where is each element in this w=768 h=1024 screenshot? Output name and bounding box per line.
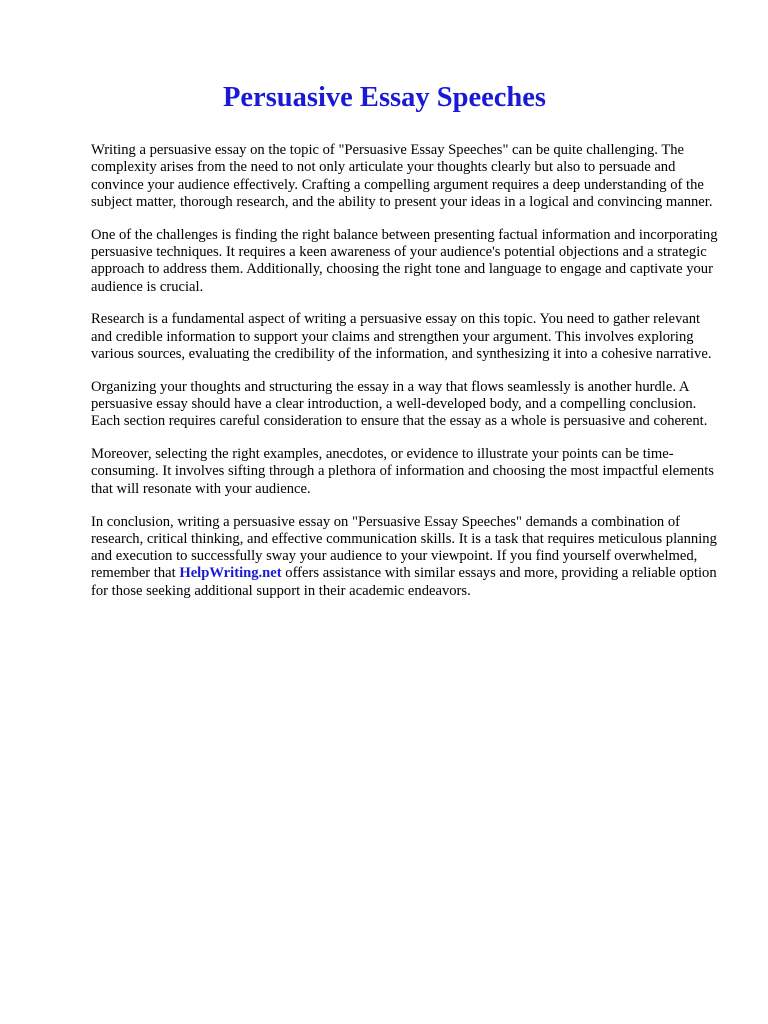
page-title: Persuasive Essay Speeches xyxy=(223,82,546,113)
paragraph-conclusion xyxy=(91,514,722,600)
conclusion-text-before-link: In conclusion, writing a persuasive essay on "Persuasive Essay Speeches" demands a combination of research, critical thinking, and effective communication skills. It is a task that requires meticulous planning and execution to successfully sway your audience to your viewpoint. If you find yourself overwhelmed, remember that xyxy=(91,513,717,582)
paragraph-challenges: One of the challenges is finding the right balance between presenting factual information and incorporating persuasive techniques. It requires a keen awareness of your audience's potential objections and a strategic approach to address them. Additionally, choosing the right tone and language to engage and captivate your audience is crucial. xyxy=(91,226,718,295)
paragraph-research: Research is a fundamental aspect of writing a persuasive essay on this topic. You need to gather relevant and credible information to support your claims and strengthen your argument. This involves exploring various sources, evaluating the credibility of the information, and synthesizing it into a cohesive narrative. xyxy=(91,311,712,362)
conclusion-text-after-link: offers assistance with similar essays and more, providing a reliable option for those seeking additional support in their academic endeavors. xyxy=(91,565,717,599)
paragraph-examples: Moreover, selecting the right examples, anecdotes, or evidence to illustrate your points can be time-consuming. It involves sifting through a plethora of information and choosing the most impactful elements that will resonate with your audience. xyxy=(91,446,714,497)
paragraph-intro: Writing a persuasive essay on the topic of "Persuasive Essay Speeches" can be quite challenging. The complexity arises from the need to not only articulate your thoughts clearly but also to persuade and convince your audience effectively. Crafting a compelling argument requires a deep understanding of the subject matter, thorough research, and the ability to present your ideas in a logical and convincing manner. xyxy=(91,142,713,210)
paragraph-organizing: Organizing your thoughts and structuring the essay in a way that flows seamlessly is another hurdle. A persuasive essay should have a clear introduction, a well-developed body, and a compelling conclusion. Each section requires careful consideration to ensure that the essay as a whole is persuasive and coherent. xyxy=(91,378,708,430)
helpwriting-link[interactable]: HelpWriting.net xyxy=(179,565,282,582)
